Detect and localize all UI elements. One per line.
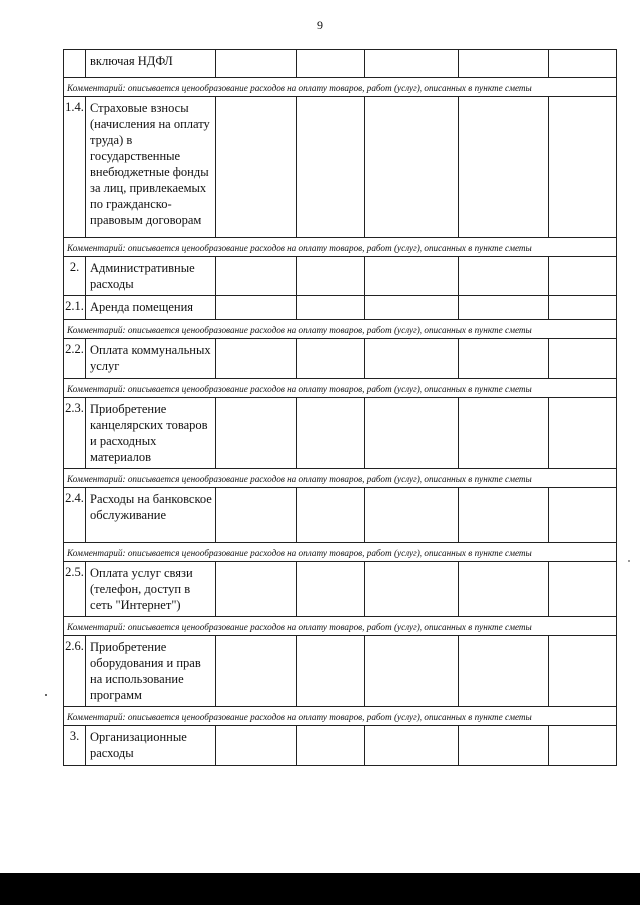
item-name: Страховые взносы (начисления на оплату труда) в государственные внебюджетные фонды за лиц, привлекаемых по гражданско-правовым договорам <box>86 97 216 238</box>
empty-value-cell[interactable] <box>216 562 297 617</box>
empty-value-cell[interactable] <box>549 726 617 766</box>
comment-text: Комментарий: описывается ценообразование расходов на оплату товаров, работ (услуг), описанных в пункте сметы <box>64 707 617 726</box>
scan-speck <box>628 560 630 562</box>
item-name: Аренда помещения <box>86 296 216 320</box>
budget-item-row <box>64 488 617 543</box>
item-number: 2.2. <box>64 339 86 379</box>
scan-bottom-edge <box>0 873 640 905</box>
empty-value-cell[interactable] <box>365 257 459 296</box>
empty-value-cell[interactable] <box>297 296 365 320</box>
item-number: 2. <box>64 257 86 296</box>
empty-value-cell[interactable] <box>216 488 297 543</box>
budget-item-row <box>64 339 617 379</box>
empty-value-cell[interactable] <box>365 97 459 238</box>
comment-text: Комментарий: описывается ценообразование расходов на оплату товаров, работ (услуг), описанных в пункте сметы <box>64 469 617 488</box>
budget-item-row <box>64 296 617 320</box>
empty-value-cell[interactable] <box>216 257 297 296</box>
item-number: 2.5. <box>64 562 86 617</box>
budget-item-row <box>64 636 617 707</box>
empty-value-cell[interactable] <box>365 50 459 78</box>
item-name: Приобретение оборудования и прав на использование программ <box>86 636 216 707</box>
empty-value-cell[interactable] <box>549 97 617 238</box>
empty-value-cell[interactable] <box>549 50 617 78</box>
item-number: 2.1. <box>64 296 86 320</box>
empty-value-cell[interactable] <box>549 562 617 617</box>
empty-value-cell[interactable] <box>216 97 297 238</box>
comment-row <box>64 707 617 726</box>
empty-value-cell[interactable] <box>297 488 365 543</box>
empty-value-cell[interactable] <box>459 726 549 766</box>
empty-value-cell[interactable] <box>549 339 617 379</box>
scan-speck <box>45 694 47 696</box>
item-name: Оплата услуг связи (телефон, доступ в сеть "Интернет") <box>86 562 216 617</box>
empty-value-cell[interactable] <box>459 296 549 320</box>
page-number: 9 <box>317 18 323 32</box>
empty-value-cell[interactable] <box>459 50 549 78</box>
empty-value-cell[interactable] <box>216 50 297 78</box>
empty-value-cell[interactable] <box>216 339 297 379</box>
budget-table <box>63 49 617 766</box>
empty-value-cell[interactable] <box>365 636 459 707</box>
empty-value-cell[interactable] <box>216 296 297 320</box>
item-number: 2.6. <box>64 636 86 707</box>
empty-value-cell[interactable] <box>216 636 297 707</box>
empty-value-cell[interactable] <box>365 296 459 320</box>
item-name: Административные расходы <box>86 257 216 296</box>
empty-value-cell[interactable] <box>297 257 365 296</box>
empty-value-cell[interactable] <box>549 257 617 296</box>
budget-item-row <box>64 50 617 78</box>
empty-value-cell[interactable] <box>216 398 297 469</box>
budget-item-row <box>64 257 617 296</box>
budget-item-row <box>64 97 617 238</box>
empty-value-cell[interactable] <box>297 50 365 78</box>
comment-row <box>64 543 617 562</box>
empty-value-cell[interactable] <box>549 398 617 469</box>
item-name: Расходы на банковское обслуживание <box>86 488 216 543</box>
empty-value-cell[interactable] <box>216 726 297 766</box>
empty-value-cell[interactable] <box>459 488 549 543</box>
comment-text: Комментарий: описывается ценообразование расходов на оплату товаров, работ (услуг), описанных в пункте сметы <box>64 78 617 97</box>
comment-text: Комментарий: описывается ценообразование расходов на оплату товаров, работ (услуг), описанных в пункте сметы <box>64 543 617 562</box>
empty-value-cell[interactable] <box>365 562 459 617</box>
comment-text: Комментарий: описывается ценообразование расходов на оплату товаров, работ (услуг), описанных в пункте сметы <box>64 617 617 636</box>
empty-value-cell[interactable] <box>297 636 365 707</box>
empty-value-cell[interactable] <box>365 398 459 469</box>
item-number: 2.3. <box>64 398 86 469</box>
empty-value-cell[interactable] <box>365 339 459 379</box>
empty-value-cell[interactable] <box>459 97 549 238</box>
comment-text: Комментарий: описывается ценообразование расходов на оплату товаров, работ (услуг), описанных в пункте сметы <box>64 320 617 339</box>
empty-value-cell[interactable] <box>459 339 549 379</box>
item-number <box>64 50 86 78</box>
item-number: 3. <box>64 726 86 766</box>
empty-value-cell[interactable] <box>297 339 365 379</box>
item-name: Оплата коммунальных услуг <box>86 339 216 379</box>
comment-row <box>64 469 617 488</box>
budget-item-row <box>64 726 617 766</box>
empty-value-cell[interactable] <box>459 257 549 296</box>
comment-text: Комментарий: описывается ценообразование расходов на оплату товаров, работ (услуг), описанных в пункте сметы <box>64 379 617 398</box>
empty-value-cell[interactable] <box>297 97 365 238</box>
empty-value-cell[interactable] <box>297 398 365 469</box>
empty-value-cell[interactable] <box>297 726 365 766</box>
budget-item-row <box>64 398 617 469</box>
empty-value-cell[interactable] <box>549 488 617 543</box>
item-number: 2.4. <box>64 488 86 543</box>
comment-row <box>64 379 617 398</box>
empty-value-cell[interactable] <box>365 726 459 766</box>
empty-value-cell[interactable] <box>365 488 459 543</box>
comment-row <box>64 320 617 339</box>
item-name: Приобретение канцелярских товаров и расходных материалов <box>86 398 216 469</box>
empty-value-cell[interactable] <box>459 562 549 617</box>
empty-value-cell[interactable] <box>297 562 365 617</box>
empty-value-cell[interactable] <box>459 636 549 707</box>
item-name: включая НДФЛ <box>86 50 216 78</box>
empty-value-cell[interactable] <box>459 398 549 469</box>
item-name: Организационные расходы <box>86 726 216 766</box>
comment-text: Комментарий: описывается ценообразование расходов на оплату товаров, работ (услуг), описанных в пункте сметы <box>64 238 617 257</box>
item-number: 1.4. <box>64 97 86 238</box>
budget-item-row <box>64 562 617 617</box>
empty-value-cell[interactable] <box>549 636 617 707</box>
comment-row <box>64 238 617 257</box>
comment-row <box>64 78 617 97</box>
comment-row <box>64 617 617 636</box>
empty-value-cell[interactable] <box>549 296 617 320</box>
